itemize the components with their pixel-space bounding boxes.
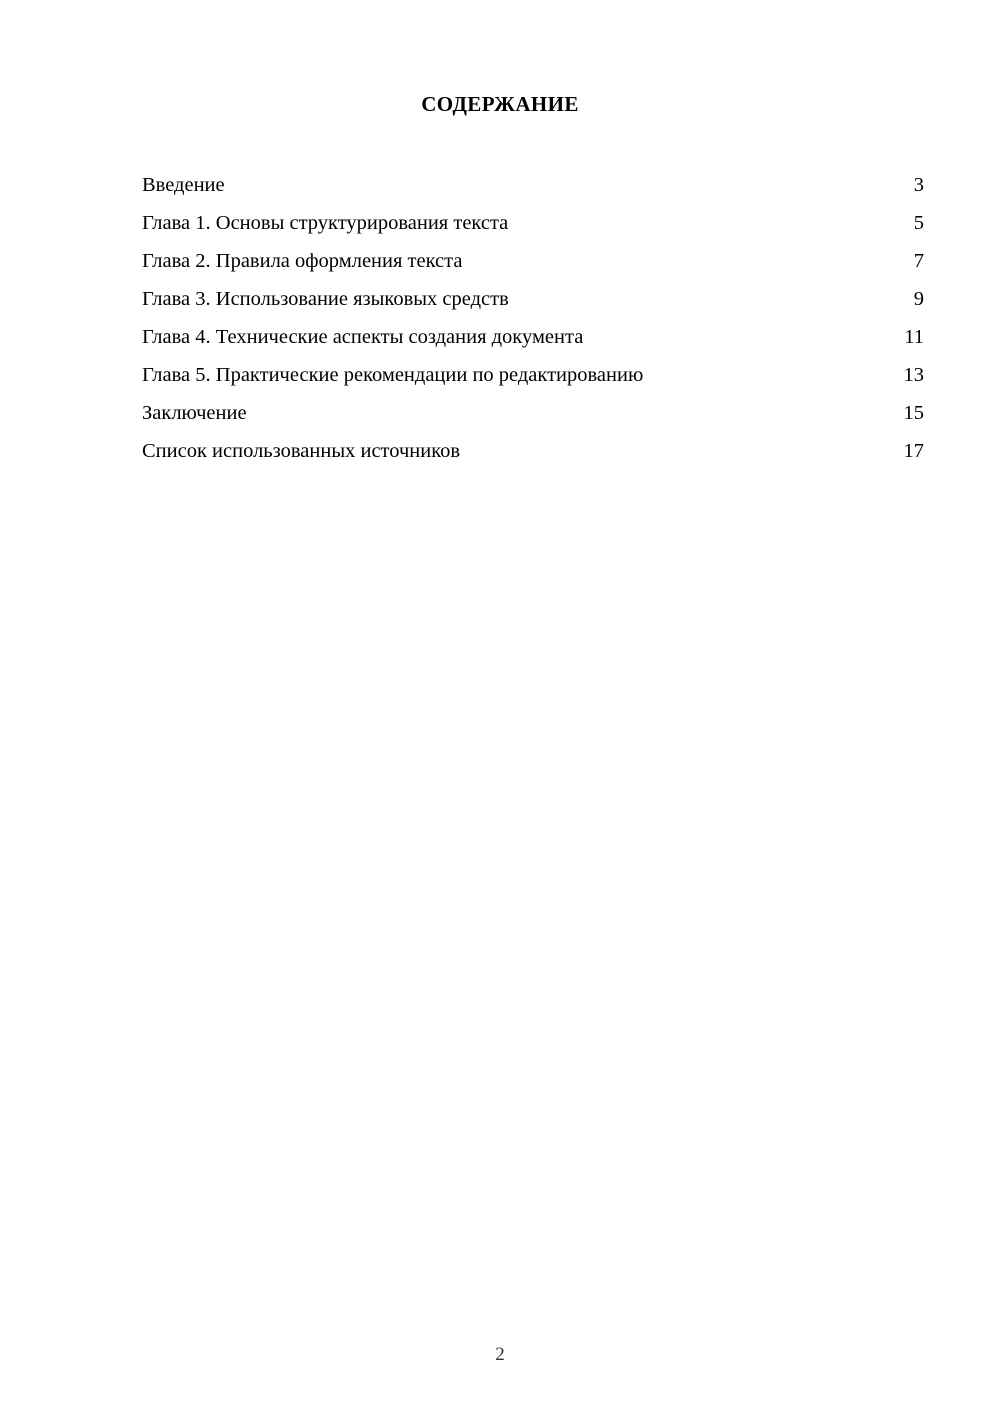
toc-entry[interactable] bbox=[142, 280, 924, 318]
toc-entry-page: 7 bbox=[913, 250, 924, 272]
toc-entry[interactable] bbox=[142, 242, 924, 280]
toc-entry[interactable] bbox=[142, 166, 924, 204]
toc-entry-label: Список использованных источников bbox=[142, 440, 461, 462]
toc-entry-label: Глава 1. Основы структурирования текста bbox=[142, 212, 509, 234]
toc-entry-page: 9 bbox=[913, 288, 924, 310]
toc-entry-page: 3 bbox=[913, 174, 924, 196]
table-of-contents bbox=[142, 166, 924, 470]
toc-entry-label: Заключение bbox=[142, 402, 247, 424]
toc-entry-label: Введение bbox=[142, 174, 225, 196]
toc-entry[interactable] bbox=[142, 394, 924, 432]
toc-entry-page: 17 bbox=[903, 440, 924, 462]
toc-entry[interactable] bbox=[142, 356, 924, 394]
toc-entry-label: Глава 2. Правила оформления текста bbox=[142, 250, 463, 272]
page-title: СОДЕРЖАНИЕ bbox=[421, 92, 579, 116]
toc-entry-page: 5 bbox=[913, 212, 924, 234]
toc-entry-page: 13 bbox=[903, 364, 924, 386]
toc-entry-label: Глава 3. Использование языковых средств bbox=[142, 288, 509, 310]
toc-entry[interactable] bbox=[142, 204, 924, 242]
toc-entry-page: 15 bbox=[903, 402, 924, 424]
page-footer-number: 2 bbox=[495, 1344, 505, 1365]
toc-entry-label: Глава 4. Технические аспекты создания документа bbox=[142, 326, 584, 348]
toc-entry[interactable] bbox=[142, 318, 924, 356]
toc-entry-label: Глава 5. Практические рекомендации по редактированию bbox=[142, 364, 644, 386]
toc-entry-page: 11 bbox=[904, 326, 924, 348]
toc-entry[interactable] bbox=[142, 432, 924, 470]
